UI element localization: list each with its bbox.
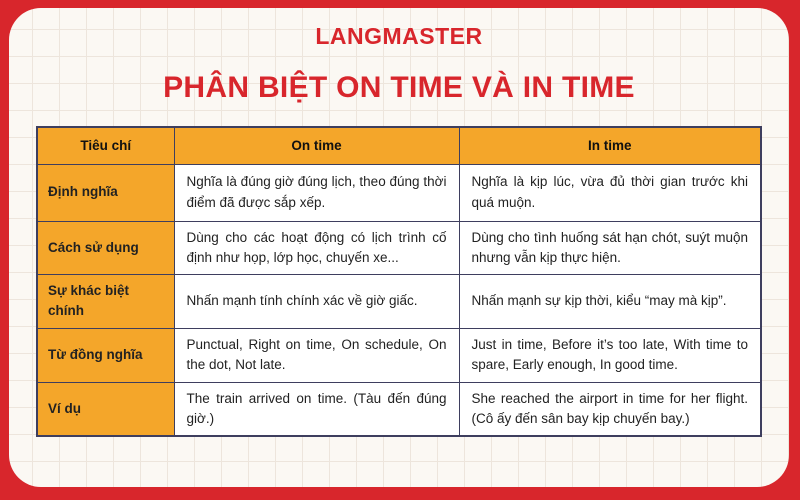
cell-on-time: Punctual, Right on time, On schedule, On the dot, Not late. (174, 328, 459, 382)
table-row (37, 221, 761, 275)
page-title: PHÂN BIỆT ON TIME VÀ IN TIME (163, 71, 635, 104)
table-row (37, 164, 761, 221)
langmaster-logo: LANGMASTER (315, 23, 483, 49)
table-row (37, 328, 761, 382)
cell-in-time: She reached the airport in time for her flight. (Cô ấy đến sân bay kịp chuyến bay.) (459, 382, 761, 436)
row-label: Sự khác biệt chính (37, 275, 174, 329)
cell-on-time: The train arrived on time. (Tàu đến đúng giờ.) (174, 382, 459, 436)
row-label: Ví dụ (37, 382, 174, 436)
column-header-in-time: In time (459, 127, 761, 164)
cell-on-time: Nhấn mạnh tính chính xác về giờ giấc. (174, 275, 459, 329)
row-label: Định nghĩa (37, 164, 174, 221)
cell-in-time: Dùng cho tình huống sát hạn chót, suýt muộn nhưng vẫn kịp thực hiện. (459, 221, 761, 275)
column-header-criteria: Tiêu chí (37, 127, 174, 164)
row-label: Từ đồng nghĩa (37, 328, 174, 382)
table-header-row (37, 127, 761, 164)
cell-in-time: Nghĩa là kịp lúc, vừa đủ thời gian trước khi quá muộn. (459, 164, 761, 221)
cell-in-time: Nhấn mạnh sự kịp thời, kiểu “may mà kịp”. (459, 275, 761, 329)
grid-paper-background (9, 8, 789, 487)
table-row (37, 275, 761, 329)
cell-in-time: Just in time, Before it’s too late, With time to spare, Early enough, In good time. (459, 328, 761, 382)
row-label: Cách sử dụng (37, 221, 174, 275)
cell-on-time: Nghĩa là đúng giờ đúng lịch, theo đúng thời điểm đã được sắp xếp. (174, 164, 459, 221)
table-row (37, 382, 761, 436)
comparison-table (36, 126, 762, 437)
column-header-on-time: On time (174, 127, 459, 164)
cell-on-time: Dùng cho các hoạt động có lịch trình cố định như họp, lớp học, chuyến xe... (174, 221, 459, 275)
